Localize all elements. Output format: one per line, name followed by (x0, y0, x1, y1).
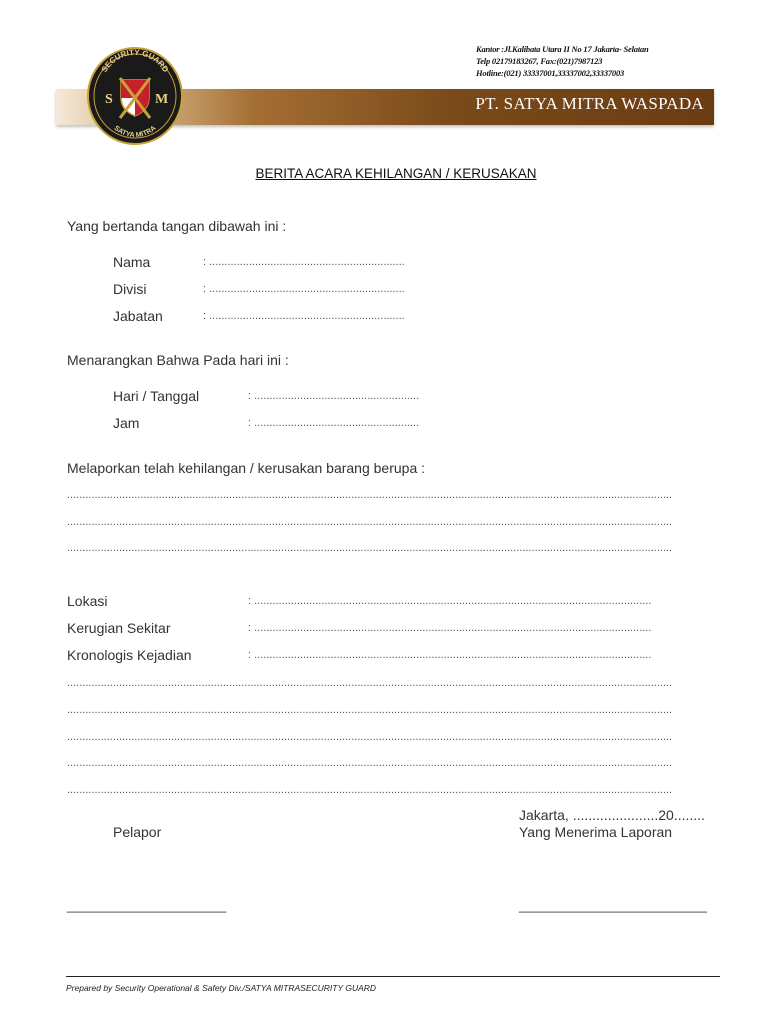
signature-label-penerima: Yang Menerima Laporan (519, 824, 673, 840)
signature-label-pelapor: Pelapor (113, 824, 162, 840)
item-line[interactable]: ...................................................................................................................................................................................................... (67, 489, 673, 501)
logo-bottom-text: SATYA MITRA (112, 124, 158, 140)
company-hotline: Hotline:(021) 33337001,33337002,33337003 (476, 68, 625, 78)
field-label-jabatan: Jabatan (113, 308, 163, 324)
field-value-hari-tanggal[interactable]: : ...................................................... (248, 390, 420, 402)
section3-intro: Melaporkan telah kehilangan / kerusakan barang berupa : (67, 460, 426, 476)
chronology-line[interactable]: ...................................................................................................................................................................................................... (67, 757, 673, 769)
field-value-divisi[interactable]: : ................................................................ (203, 283, 405, 295)
field-label-kerugian-sekitar: Kerugian Sekitar (67, 620, 171, 636)
field-label-hari-tanggal: Hari / Tanggal (113, 388, 200, 404)
field-value-jam[interactable]: : ...................................................... (248, 417, 420, 429)
security-guard-logo (84, 40, 186, 148)
company-address: Kantor :Jl.Kalibata Utara II No 17 Jakarta- Selatan (476, 44, 649, 54)
field-label-lokasi: Lokasi (67, 593, 108, 609)
field-value-jabatan[interactable]: : ................................................................ (203, 310, 405, 322)
field-value-nama[interactable]: : ................................................................ (203, 256, 405, 268)
footer-text: Prepared by Security Operational & Safety Div./SATYA MITRASECURITY GUARD (66, 983, 377, 993)
field-label-divisi: Divisi (113, 281, 147, 297)
chronology-line[interactable]: ...................................................................................................................................................................................................... (67, 731, 673, 743)
field-value-kerugian-sekitar[interactable]: : .................................................................................................................................. (248, 622, 652, 634)
item-line[interactable]: ...................................................................................................................................................................................................... (67, 516, 673, 528)
logo-top-text: SECURITY GUARD (99, 47, 171, 74)
field-value-kronologis-kejadian[interactable]: : .................................................................................................................................. (248, 649, 652, 661)
logo-letter-s: S (105, 92, 113, 107)
field-value-lokasi[interactable]: : .................................................................................................................................. (248, 595, 652, 607)
document-title: BERITA ACARA KEHILANGAN / KERUSAKAN (255, 166, 537, 181)
logo-letter-m: M (155, 92, 169, 107)
chronology-line[interactable]: ...................................................................................................................................................................................................... (67, 704, 673, 716)
section2-intro: Menarangkan Bahwa Pada hari ini : (67, 352, 289, 368)
signature-line-penerima[interactable]: __________________________ (519, 898, 707, 913)
company-name: PT. SATYA MITRA WASPADA (475, 94, 704, 113)
chronology-line[interactable]: ...................................................................................................................................................................................................... (67, 784, 673, 796)
company-phone: Telp 02179183267, Fax:(021)7987123 (476, 56, 603, 66)
field-label-jam: Jam (113, 415, 140, 431)
chronology-line[interactable]: ...................................................................................................................................................................................................... (67, 677, 673, 689)
signature-date-line[interactable]: Jakarta, ......................20........ (519, 807, 705, 823)
signature-line-pelapor[interactable]: ______________________ (67, 898, 227, 913)
field-label-kronologis-kejadian: Kronologis Kejadian (67, 647, 192, 663)
item-line[interactable]: ...................................................................................................................................................................................................... (67, 542, 673, 554)
field-label-nama: Nama (113, 254, 151, 270)
footer-divider (66, 976, 720, 977)
section1-intro: Yang bertanda tangan dibawah ini : (67, 218, 287, 234)
